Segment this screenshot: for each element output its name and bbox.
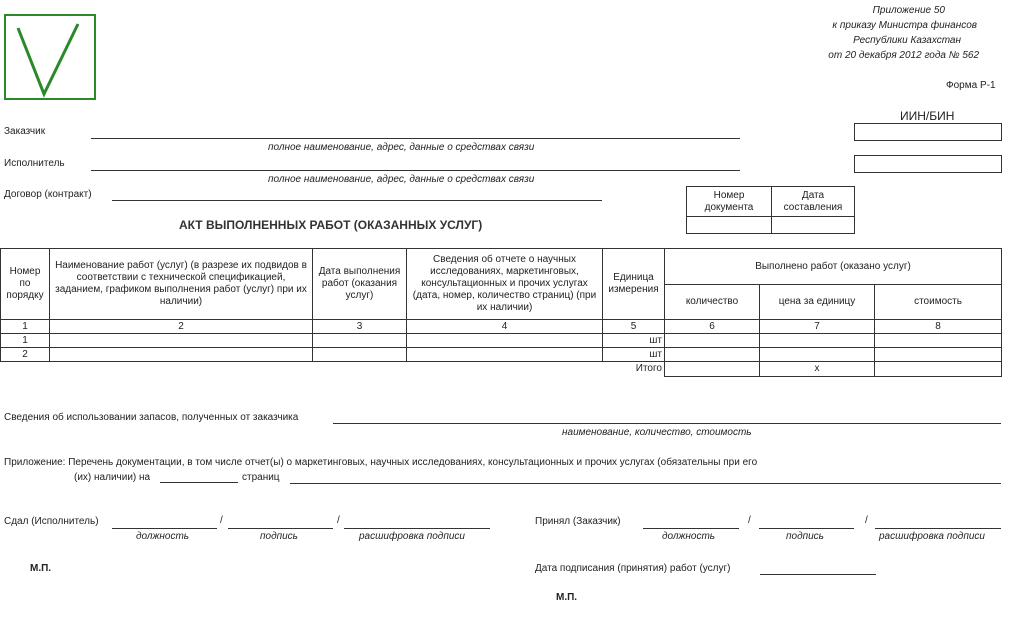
row-date-cell[interactable] xyxy=(313,348,407,362)
h-cost: стоимость xyxy=(875,285,1002,320)
slash: / xyxy=(748,515,751,526)
table-row xyxy=(1,334,1002,348)
doc-info-table xyxy=(686,186,855,234)
row-number: 2 xyxy=(1,348,50,362)
h-report: Сведения об отчете о научных исследованиях, маркетинговых, консультационных и прочих услугах (дата, номер, количество страниц) (при их наличии) xyxy=(407,249,603,320)
contract-label: Договор (контракт) xyxy=(4,189,92,200)
h-qty: количество xyxy=(665,285,760,320)
col-num: 8 xyxy=(875,320,1002,334)
col-num: 1 xyxy=(1,320,50,334)
customer-iin-field[interactable] xyxy=(854,123,1002,141)
col-num: 5 xyxy=(603,320,665,334)
attachment-line2-a: (их) наличии) на xyxy=(74,472,151,483)
customer-signature-hint: подпись xyxy=(786,531,824,542)
form-code: Форма Р-1 xyxy=(946,80,996,91)
col-num: 3 xyxy=(313,320,407,334)
stock-label: Сведения об использовании запасов, полученных от заказчика xyxy=(4,412,299,423)
customer-signature-field[interactable] xyxy=(759,528,854,529)
customer-stamp-label: М.П. xyxy=(556,592,578,603)
row-price-cell[interactable] xyxy=(760,348,875,362)
col-num: 2 xyxy=(50,320,313,334)
executor-iin-field[interactable] xyxy=(854,155,1002,173)
stock-hint: наименование, количество, стоимость xyxy=(562,427,752,438)
stock-field[interactable] xyxy=(333,423,1001,424)
slash: / xyxy=(220,515,223,526)
accepted-label: Принял (Заказчик) xyxy=(535,516,621,527)
customer-hint: полное наименование, адрес, данные о средствах связи xyxy=(268,142,535,153)
column-numbers-row xyxy=(1,320,1002,334)
sign-date-label: Дата подписания (принятия) работ (услуг) xyxy=(535,563,731,574)
appendix-line2: к приказу Министра финансов xyxy=(832,20,977,31)
executor-decoding-field[interactable] xyxy=(344,528,490,529)
row-unit: шт xyxy=(603,348,665,362)
total-row xyxy=(1,362,1002,377)
attachment-field[interactable] xyxy=(290,483,1001,484)
check-mark-logo xyxy=(4,14,96,100)
attachment-line2-b: страниц xyxy=(242,472,280,483)
row-date-cell[interactable] xyxy=(313,334,407,348)
attachment-line1: Приложение: Перечень документации, в том числе отчет(ы) о маркетинговых, научных исследованиях, консультационных и прочих услугах (обязательны при его xyxy=(4,457,758,468)
h-date: Дата выполнения работ (оказания услуг) xyxy=(313,249,407,320)
row-unit: шт xyxy=(603,334,665,348)
customer-position-hint: должность xyxy=(662,531,716,542)
doc-date-field[interactable] xyxy=(772,217,855,234)
works-table xyxy=(0,248,1002,377)
executor-label: Исполнитель xyxy=(4,158,65,169)
col-num: 4 xyxy=(407,320,603,334)
row-qty-cell[interactable] xyxy=(665,348,760,362)
doc-number-field[interactable] xyxy=(687,217,772,234)
executor-field[interactable] xyxy=(91,170,740,171)
customer-decoding-field[interactable] xyxy=(875,528,1001,529)
slash: / xyxy=(337,515,340,526)
contract-field[interactable] xyxy=(112,200,602,201)
handed-label: Сдал (Исполнитель) xyxy=(4,516,99,527)
attachment-pages-field[interactable] xyxy=(160,482,238,483)
row-name-cell[interactable] xyxy=(50,334,313,348)
executor-decoding-hint: расшифровка подписи xyxy=(359,531,465,542)
iin-bin-label: ИИН/БИН xyxy=(900,109,955,123)
appendix-line3: Республики Казахстан xyxy=(853,35,961,46)
customer-label: Заказчик xyxy=(4,126,46,137)
h-unit: Единица измерения xyxy=(603,249,665,320)
h-done: Выполнено работ (оказано услуг) xyxy=(665,249,1002,285)
sign-date-field[interactable] xyxy=(760,574,876,575)
row-report-cell[interactable] xyxy=(407,334,603,348)
executor-signature-hint: подпись xyxy=(260,531,298,542)
row-cost-cell[interactable] xyxy=(875,348,1002,362)
row-price-cell[interactable] xyxy=(760,334,875,348)
total-price: х xyxy=(760,362,875,377)
appendix-line4: от 20 декабря 2012 года № 562 xyxy=(828,50,979,61)
slash: / xyxy=(865,515,868,526)
total-cost-cell[interactable] xyxy=(875,362,1002,377)
page-title: АКТ ВЫПОЛНЕННЫХ РАБОТ (ОКАЗАННЫХ УСЛУГ) xyxy=(179,218,483,232)
h-number: Номер по порядку xyxy=(1,249,50,320)
executor-position-field[interactable] xyxy=(112,528,217,529)
col-num: 6 xyxy=(665,320,760,334)
check-mark-icon xyxy=(6,16,94,98)
row-name-cell[interactable] xyxy=(50,348,313,362)
appendix-line1: Приложение 50 xyxy=(872,5,945,16)
customer-decoding-hint: расшифровка подписи xyxy=(879,531,985,542)
customer-position-field[interactable] xyxy=(643,528,739,529)
doc-number-header: Номер документа xyxy=(687,187,772,217)
executor-position-hint: должность xyxy=(136,531,190,542)
executor-signature-field[interactable] xyxy=(228,528,333,529)
total-label: Итого xyxy=(1,362,665,377)
row-cost-cell[interactable] xyxy=(875,334,1002,348)
total-qty-cell[interactable] xyxy=(665,362,760,377)
customer-field[interactable] xyxy=(91,138,740,139)
table-row xyxy=(1,348,1002,362)
row-report-cell[interactable] xyxy=(407,348,603,362)
row-qty-cell[interactable] xyxy=(665,334,760,348)
row-number: 1 xyxy=(1,334,50,348)
h-price: цена за единицу xyxy=(760,285,875,320)
col-num: 7 xyxy=(760,320,875,334)
executor-stamp-label: М.П. xyxy=(30,563,52,574)
executor-hint: полное наименование, адрес, данные о средствах связи xyxy=(268,174,535,185)
doc-date-header: Дата составления xyxy=(772,187,855,217)
appendix-block xyxy=(828,3,979,63)
h-name: Наименование работ (услуг) (в разрезе их подвидов в соответствии с технической спецификацией, заданием, графиком выполнения работ (услуг) при их наличии) xyxy=(50,249,313,320)
